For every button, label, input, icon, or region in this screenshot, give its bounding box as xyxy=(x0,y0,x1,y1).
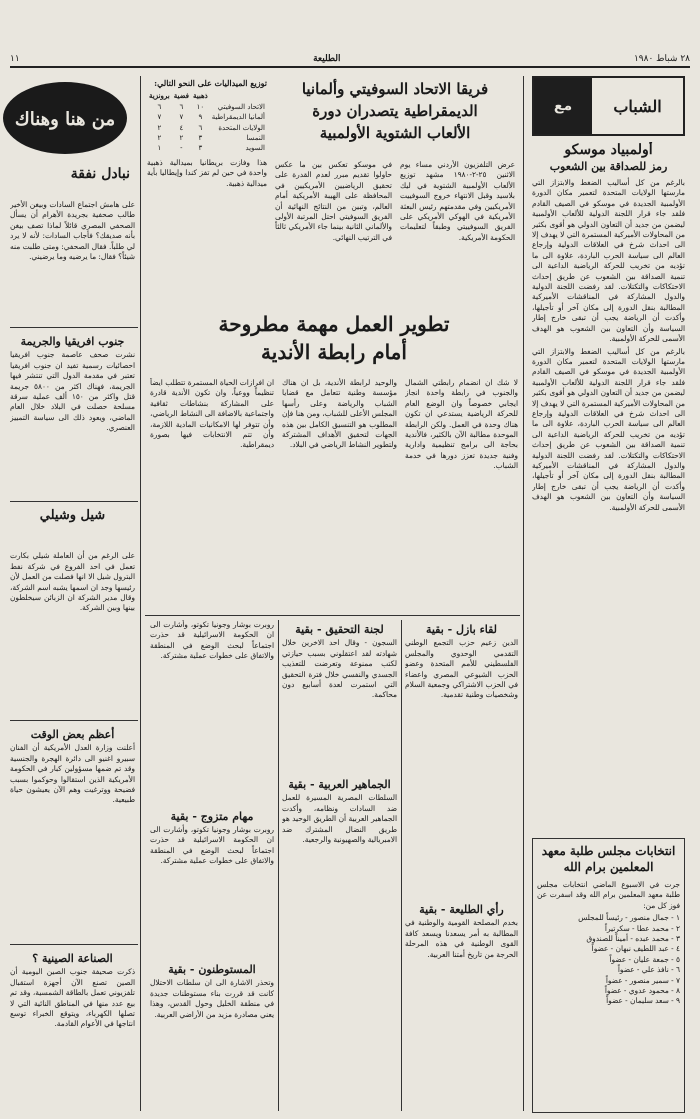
medal-silver: ٧ xyxy=(179,113,184,122)
moscow-article xyxy=(532,142,685,832)
teachers-intro: جرت في الاسبوع الماضي انتخابات مجلس طلبة معهد المعلمين برام الله وقد اسفرت عن فوز كل من: xyxy=(537,880,680,910)
medal-gold: ٣ xyxy=(198,134,203,143)
section-rule xyxy=(10,327,138,328)
olympics-col1-text: عرض التلفزيون الأردني مساء يوم الاثنين ٢٥-٢-١٩٨٠ مشهد توزيع الألعاب الأولمبية الشتوية في ليك بلاسيد وقبل الانتهاء خروج السوفييت الأمريكيين وفي مقدمتهم رئيس البعثة الأمريكية في الهوكي الأمريكي على الفريق السوفييتي وطبقاً لتعليمات الحكومة الأمريكية. xyxy=(400,160,515,242)
moscow-body: بالرغم من كل أساليب الضغط والابتزاز التي مارستها الولايات المتحدة لتعمير مكان الدورة الأولمبية الجديدة في موسكو في الصيف القادم فلقد جاء قرار اللجنة الدولية للألعاب الأولمبية ليضمن من جديد أن التعاون الدولي هو أقوى بكثير من المحاولات الأميركية المستمرة التي لا يهدف إلا الى احداث شرخ في العلاقات الدولية وإرجاع العالم الى سياسة الحرب الباردة، علاوة الى ما تؤديه من تخريب للحركة الرياضية الداعية الى تنمية الصداقة بين الشعوب عن طريق إحداث الاحتكاكات والتكتلات. لقد رفضت اللجنة الدولية والدول المشاركة في المناقشات الأميركية المطالبة بنقل الدورة إلى مكان آخر أو تأجيلها، وأكدت أن الرياضة يجب أن تبقى خارج إطار السياسة وأن التعاون بين الشعوب هو الهدف الأسمى للحركة الأولمبية. xyxy=(532,178,685,344)
medal-country: الولايات المتحدة xyxy=(218,123,265,132)
china-article xyxy=(10,949,135,1113)
arab-masses-body: السلطات المصرية المسيرة للعمل ضد السادات ونظامه، وأكدت الجماهير العربية أن الطريق الوحيد هو طريق النضال المشترك ضد الامبريالية والصهيونية والرجعية. xyxy=(282,793,397,845)
medal-row xyxy=(147,112,267,122)
youth-section-tag: مع xyxy=(534,78,592,134)
investigation-title: لجنة التحقيق - بقية xyxy=(295,623,384,636)
moscow-subtitle: رمز للصداقة بين الشعوب xyxy=(549,160,668,173)
olympics-title-line1: فريقا الاتحاد السوفيتي وألمانيا xyxy=(301,80,489,98)
masthead xyxy=(10,52,690,68)
medal-header-country xyxy=(210,91,267,101)
medal-silver: - xyxy=(180,144,183,153)
labour-col2-text: والوحيد لرابطة الأندية، بل ان هناك مؤسسة وطنية تتعامل مع قضايا الشباب والرياضة وعلى رأسها المجلس الأعلى للشباب، ومن هنا فإن المطلوب هو التنسيق الكامل بين هذه الجهات لتحقيق الأهداف المشتركة ولتطوير النشاط الرياضي في البلاد. xyxy=(282,378,397,450)
moscow-body-continued: بالرغم من كل أساليب الضغط والابتزاز التي مارستها الولايات المتحدة لتعمير مكان الدورة الأولمبية الجديدة في موسكو في الصيف القادم فلقد جاء قرار اللجنة الدولية للألعاب الأولمبية ليضمن من جديد أن التعاون الدولي هو أقوى بكثير من المحاولات الأميركية المستمرة التي لا يهدف إلا الى احداث شرخ في العلاقات الدولية وإرجاع العالم الى سياسة الحرب الباردة، علاوة الى ما تؤديه من تخريب للحركة الرياضية الداعية الى تنمية الصداقة بين الشعوب عن طريق إحداث الاحتكاكات والتكتلات. لقد رفضت اللجنة الدولية والدول المشاركة في المناقشات الأميركية المطالبة بنقل الدورة إلى مكان آخر أو تأجيلها، وأكدت أن الرياضة يجب أن تبقى خارج إطار السياسة وأن التعاون بين الشعوب هو الهدف الأسمى للحركة الأولمبية. xyxy=(532,346,685,512)
largest-article xyxy=(10,725,135,940)
medal-row xyxy=(147,133,267,143)
bazaar-title: لقاء بازل - بقية xyxy=(425,623,498,636)
settlements-body: وتحذر الاشارة الى ان سلطات الاحتلال كانت قد قررت بناء مستوطنات جديدة في منطقة الخليل وحول القدس، وهذا يعني مصادرة مزيد من الأراضي العربية. xyxy=(150,978,274,1019)
medal-bronze: ١ xyxy=(157,144,162,153)
medal-silver: ٦ xyxy=(179,102,184,111)
arab-masses-title: الجماهير العربية - بقية xyxy=(288,778,391,791)
china-title: الصناعة الصينية ؟ xyxy=(32,952,113,965)
shell-article xyxy=(10,506,135,716)
medal-silver: ٤ xyxy=(179,123,184,132)
largest-title: أعظم بعض الوقت xyxy=(30,728,115,741)
teachers-title: انتخابات مجلس طلبة معهد المعلمين برام الله xyxy=(541,844,676,874)
medal-country: النمسا xyxy=(246,134,265,143)
teachers-winner: ٥ - جمعة عليان - عضواً xyxy=(609,954,680,964)
medal-country: ألمانيا الديمقراطية xyxy=(211,113,265,122)
medal-title: توزيع الميداليات على النحو التالي: xyxy=(154,78,267,88)
from-here-and-there-logo xyxy=(0,78,130,198)
youth-section-label: الشباب xyxy=(613,96,662,116)
medal-table xyxy=(147,91,267,153)
teachers-winner: ١ - جمال منصور - رئيساً للمجلس xyxy=(578,913,680,923)
medal-row xyxy=(147,143,267,153)
teachers-winner: ٦ - نافذ علي - عضواً xyxy=(617,965,680,975)
youth-section-header xyxy=(532,76,685,136)
medal-bronze: ٢ xyxy=(157,123,162,132)
olympics-title-line3: الألعاب الشتوية الأولمبية xyxy=(319,124,471,142)
vanguard-opinion-title: رأي الطليعة - بقية xyxy=(419,903,504,916)
teachers-winner: ٧ - سمير منصور - عضواً xyxy=(605,975,680,985)
bazaar-body: الدين زعيم حزب التجمع الوطني التقدمي الوحدوي والمجلس الفلسطيني للأمم المتحدة وعضو الحزب الشيوعي المصري واعضاء في الحزب الاشتراكي وجمعية السلام وشخصيات وطنية تقدمية. xyxy=(405,638,518,700)
funny-body-text: على هامش اجتماع السادات وبيغن الأخير طالب صحفية بجريدة الأهرام أن يسأل الصحفي المصري قائلاً لماذا تصف بيغن بأنه صديقك؟ فأجاب السادات: لأنه لا يرد لي طلباً. فقال الصحفي: ومتى طلبت منه شيئاً؟ فقال: ما يرضيه وما يرضيني. xyxy=(10,200,135,262)
medal-header-gold: ذهبية xyxy=(193,91,208,101)
moscow-title: أولمبياد موسكو xyxy=(564,142,653,158)
medal-gold: ٦ xyxy=(198,123,203,132)
labour-col1 xyxy=(405,378,518,610)
section-rule xyxy=(10,501,138,502)
masthead-paper-name: الطليعة xyxy=(313,54,341,64)
china-body: ذكرت صحيفة جنوب الصين اليومية أن الصين تصنع الآن أجهزة استقبال تلفزيوني تعمل بالطاقة الشمسية، وقد تم بيع عدد منها في المناطق النائية التي لا تصلها الكهرباء، ويتوقع الخبراء توسع انتاجها في الأعوام القادمة. xyxy=(10,967,135,1029)
teachers-winner: ٩ - سعد سليمان - عضواً xyxy=(606,996,680,1006)
olympics-col1 xyxy=(400,160,515,300)
teachers-winner: ٣ - محمد عبده - أميناً للصندوق xyxy=(586,934,680,944)
medal-bronze: ٢ xyxy=(157,134,162,143)
labour-col2 xyxy=(282,378,397,610)
hostage-intro: روبرت بوشار وجونيا تكوتو، وأشارت الى ان الحكومة الاسرائيلية قد حذرت اجتماعاً لبحث الوضع في المنطقة والاتفاق على خطوات عملية مشتركة. xyxy=(150,620,274,661)
medal-gold: ٣ xyxy=(198,144,203,153)
africa-title: جنوب افريقيا والجريمة xyxy=(20,335,125,348)
section-rule xyxy=(10,720,138,721)
labour-col3-text: ان افرازات الحياة المستمرة تتطلب ايضاً تنظيماً ووعياً، وان تكون الأندية قادرة على المشاركة بنشاطات ثقافية واجتماعية بالاضافة الى النشاط الرياضي، وأن تتوفر لها الامكانيات المادية اللازمة، وأن تتم الانتخابات فيها بصورة ديمقراطية. xyxy=(150,378,274,450)
vanguard-opinion-article xyxy=(405,900,518,1113)
investigation-body: السجون - وقال احد الاخرين خلال شهادته لقد اعتقلوني بسبب حيازتي لكتب ممنوعة وتعرضت للتعذيب الجسدي والنفسي خلال فترة التحقيق التي استمرت لعدة أسابيع دون محاكمة. xyxy=(282,638,397,700)
medal-table-block xyxy=(147,78,267,300)
medal-gold: ١٠ xyxy=(196,102,205,111)
investigation-article xyxy=(282,620,397,770)
masthead-date: ٢٨ شباط ١٩٨٠ xyxy=(633,54,690,64)
olympics-col2 xyxy=(275,160,392,300)
africa-body: نشرت صحف عاصمة جنوب افريقيا احصائيات رسمية تفيد ان جنوب افريقيا تعتبر في مقدمة الدول التي تنتشر فيها الجريمة، فهناك اكثر من ٥٨٠٠ جريمة قتل واكثر من ١٥٠ ألف عملية سرقة مسلحة حصلت في البلاد خلال العام الماضي، ويعود ذلك الى سياسة التمييز العنصري. xyxy=(10,350,135,433)
medal-country: السويد xyxy=(245,144,265,153)
olympics-headline xyxy=(275,78,515,144)
olympics-title-line2: الديمقراطية يتصدران دورة xyxy=(312,102,478,120)
hostage-title: مهام متزوج - بقية xyxy=(170,809,254,823)
labour-headline xyxy=(150,310,518,366)
medal-note: هذا وفازت بريطانيا بميدالية ذهبية واحدة في حين لم تفز كندا وإيطاليا بأية ميدالية ذهبية. xyxy=(147,157,267,188)
medal-country: الاتحاد السوفيتي xyxy=(217,102,265,111)
column-rule xyxy=(401,620,402,1111)
medal-silver: ٢ xyxy=(179,134,184,143)
settlements-article xyxy=(150,960,274,1113)
medal-row xyxy=(147,102,267,112)
bazaar-article xyxy=(405,620,518,830)
logo-graphic xyxy=(0,78,130,158)
olympics-col2-text: في موسكو تعكس بين ما عكس حاولوا تقديم مبرر لعدم القدرة على تحقيق الرياضيين الأمريكيين في المحافظة على الهيبة الأمريكية أمام العالم، وتبين من النتائج النهائية أن الفريق السوفيتي احتل المرتبة الأولى والألماني الثانية بينما جاء الأمريكي ثالثاً في الترتيب النهائي. xyxy=(275,160,392,242)
funny-body xyxy=(10,200,135,323)
arab-masses-article xyxy=(282,775,397,915)
medal-bronze: ٦ xyxy=(157,102,162,111)
column-rule xyxy=(278,620,279,1111)
logo-text: من هنا وهناك xyxy=(14,109,116,130)
medal-row xyxy=(147,123,267,133)
teachers-winner: ٢ - محمد عطا - سكرتيراً xyxy=(604,923,680,933)
medal-header-bronze: برونزية xyxy=(149,91,170,101)
column-rule xyxy=(140,76,141,1111)
section-rule xyxy=(145,615,520,616)
funny-title: نبادل نفقة xyxy=(70,166,130,182)
labour-col1-text: لا شك ان انضمام رابطتي الشمال والجنوب في رابطة واحدة انجاز ايجابي خصوصاً وان الوضع العام للحركة الرياضية يستدعي ان تكون هناك وحدة في العمل. ولكن الرابطة الموحدة مطالبة الآن بالكثير، فالأندية بحاجة الى برامج تنظيمية وادارية وفنية جديدة تعزز دورها في خدمة الشباب. xyxy=(405,378,518,471)
africa-article xyxy=(10,332,135,497)
hostage-article xyxy=(150,620,274,950)
shell-body: على الرغم من أن العاملة شيلي بكارت تعمل في احد الفروع في شركة نفط البترول شيل الا انها فصلت من العمل لأن رئيسها وجد ان اسمها يشبه اسم الشركة، وقال مدير الشركة ان الزبائن سيخلطون بينها وبين الشركة. xyxy=(10,551,135,613)
labour-col3 xyxy=(150,378,274,610)
masthead-page-number: ١١ xyxy=(10,54,20,64)
medal-bronze: ٧ xyxy=(157,113,162,122)
column-rule xyxy=(523,76,524,1111)
labour-title-line2: أمام رابطة الأندية xyxy=(261,340,407,364)
vanguard-opinion-body: بخدم المصلحة القومية والوطنية في المطالبة به أمر يسعدنا ويسعد كافة القوى الوطنية في هذه المرحلة الحرجة من تاريخ أمتنا العربية. xyxy=(405,918,518,959)
teachers-election xyxy=(532,838,685,1113)
settlements-title: المستوطنون - بقية xyxy=(168,963,256,976)
labour-title-line1: تطوير العمل مهمة مطروحة xyxy=(218,312,450,336)
medal-gold: ٩ xyxy=(198,113,203,122)
teachers-winner: ٨ - محمود عدوي - عضواً xyxy=(604,986,680,996)
hostage-body: روبرت بوشار وجونيا تكوتو، وأشارت الى ان الحكومة الاسرائيلية قد حذرت اجتماعاً لبحث الوضع في المنطقة والاتفاق على خطوات عملية مشتركة. xyxy=(150,825,274,866)
teachers-winner: ٤ - عبد اللطيف نبهان - عضواً xyxy=(591,944,680,954)
shell-title: شيل وشيلي xyxy=(39,508,106,523)
medal-header-silver: فضية xyxy=(173,91,189,101)
largest-body: أعلنت وزارة العدل الأمريكية أن الفنان سبيرو اغنيو الى دائرة الهجرة والجنسية وقد تم ضمها مسؤولين كبار في الحكومة الأمريكية الذين استقالوا وحوكموا بسبب فضيحة ووترغيت وهم الآن يعيشون حياة طبيعية. xyxy=(10,743,135,805)
section-rule xyxy=(10,944,138,945)
